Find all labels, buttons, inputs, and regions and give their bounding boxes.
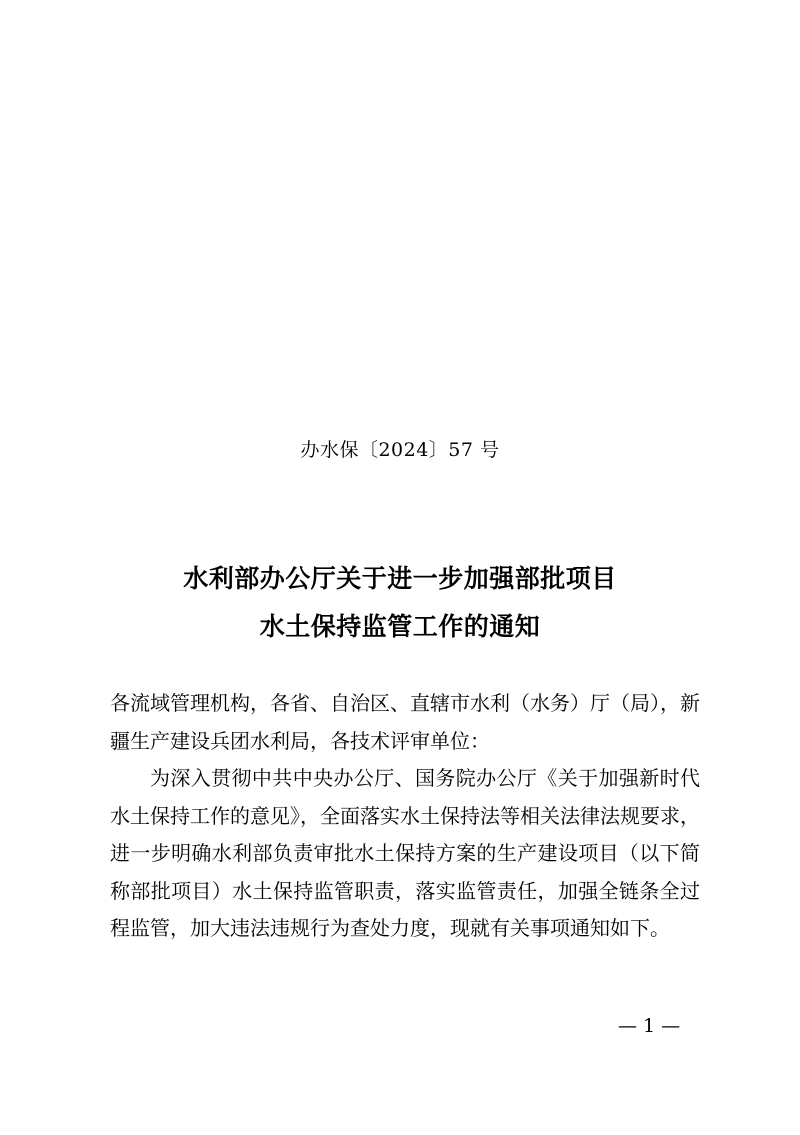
addressee: 各流域管理机构，各省、自治区、直辖市水利（水务）厅（局），新疆生产建设兵团水利局，各技术评审单位： (110, 691, 700, 753)
body-paragraph: 为深入贯彻中共中央办公厅、国务院办公厅《关于加强新时代水土保持工作的意见》，全面落实水土保持法等相关法律法规要求，进一步明确水利部负责审批水土保持方案的生产建设项目（以下简称部批项目）水土保持监管职责，落实监管责任，加强全链条全过程监管，加大违法违规行为查处力度，现就有关事项通知如下。 (110, 766, 700, 940)
title-line-2: 水土保持监管工作的通知 (259, 612, 541, 641)
document-body (110, 685, 700, 948)
page-number: — 1 — (618, 1015, 681, 1037)
document-number: 办水保〔2024〕57 号 (300, 439, 500, 461)
document-title (0, 555, 800, 651)
title-line-1: 水利部办公厅关于进一步加强部批项目 (183, 564, 617, 593)
